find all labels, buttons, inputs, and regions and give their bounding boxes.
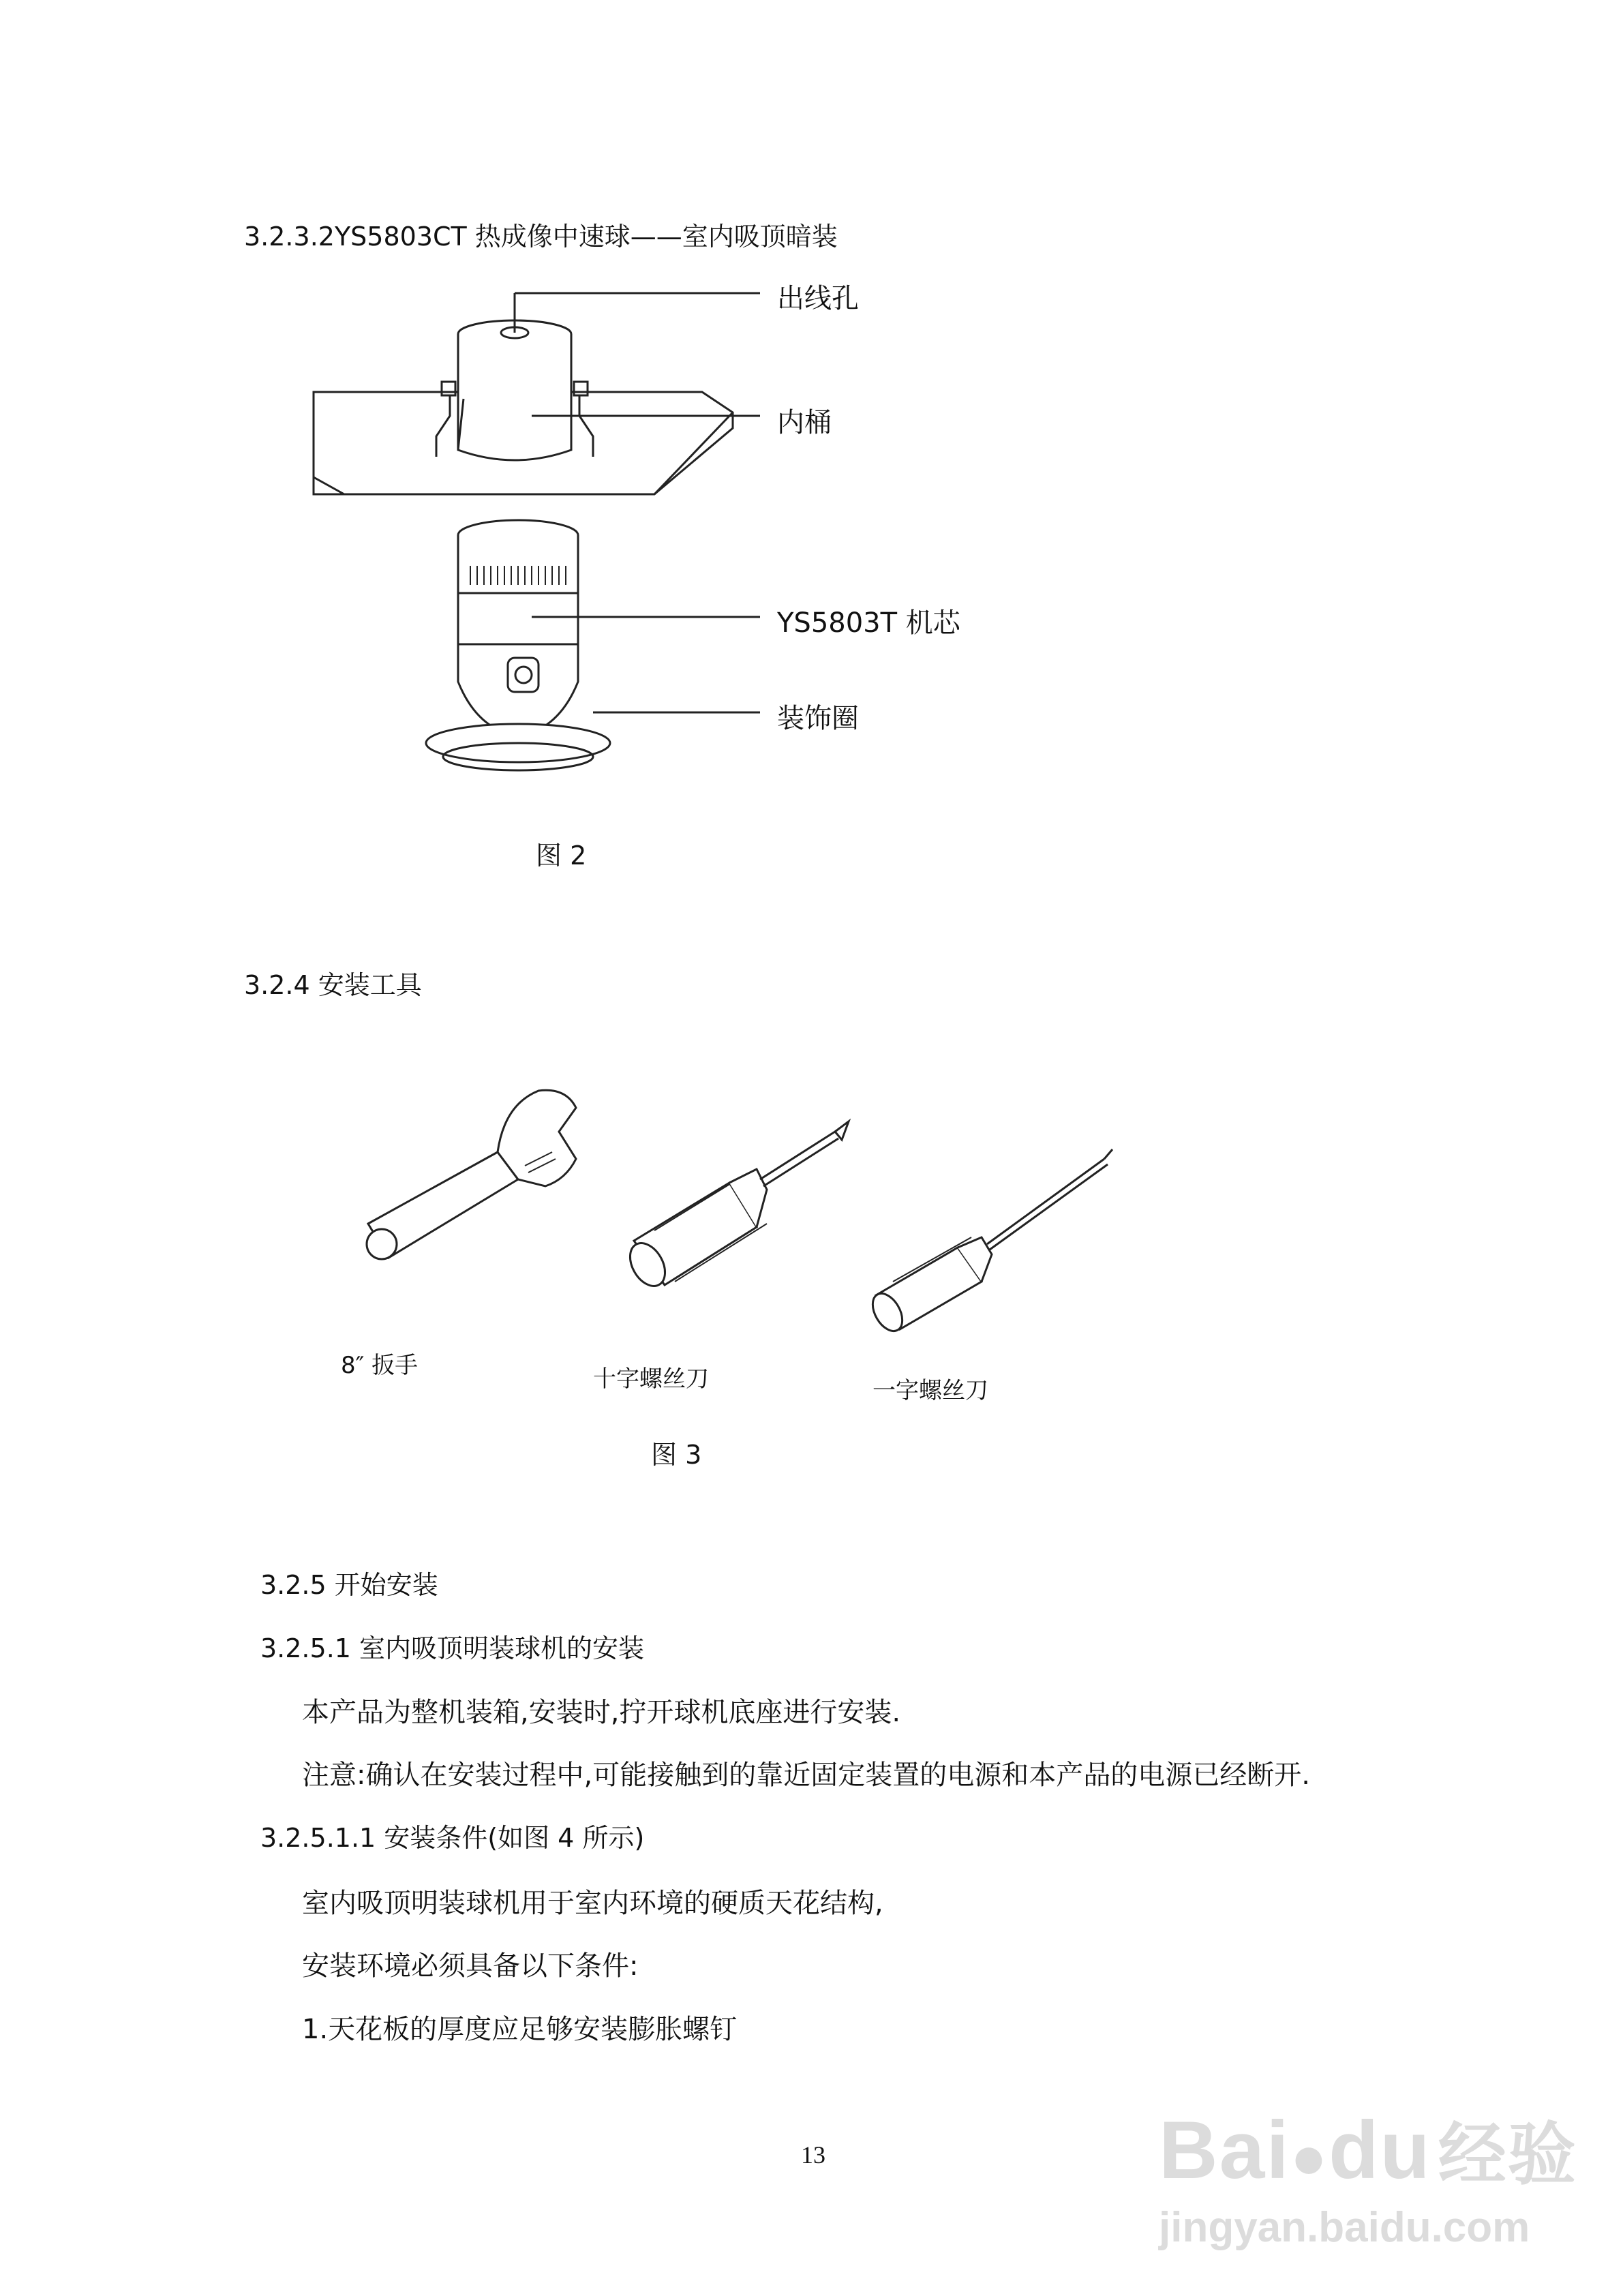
tool-label-phillips: 十字螺丝刀 <box>593 1365 709 1393</box>
section-heading-3-2-3-2: 3.2.3.2YS5803CT 热成像中速球——室内吸顶暗装 <box>244 222 838 252</box>
figure-2-caption: 图 2 <box>536 841 587 871</box>
paragraph-notice: 注意:确认在安装过程中,可能接触到的靠近固定装置的电源和本产品的电源已经断开. <box>302 1759 1310 1791</box>
label-outlet-hole: 出线孔 <box>777 283 859 314</box>
paragraph-packing: 本产品为整机装箱,安装时,拧开球机底座进行安装. <box>302 1697 901 1728</box>
list-item-1: 1.天花板的厚度应足够安装膨胀螺钉 <box>302 2014 738 2045</box>
label-camera-core: YS5803T 机芯 <box>777 607 960 639</box>
section-heading-3-2-5-1: 3.2.5.1 室内吸顶明装球机的安装 <box>260 1633 645 1663</box>
watermark-brand-2: du <box>1329 2104 1431 2196</box>
tool-label-wrench: 8″ 扳手 <box>341 1352 419 1379</box>
watermark-logo <box>1159 2100 1577 2198</box>
page-number: 13 <box>801 2141 825 2169</box>
label-trim-ring: 装饰圈 <box>777 703 859 734</box>
watermark-url: jingyan.baidu.com <box>1159 2204 1530 2251</box>
phillips-screwdriver-icon <box>623 1121 849 1292</box>
section-heading-3-2-4: 3.2.4 安装工具 <box>244 970 422 1000</box>
section-heading-3-2-5: 3.2.5 开始安装 <box>260 1570 438 1600</box>
paragraph-conditions: 安装环境必须具备以下条件: <box>302 1950 639 1982</box>
figure-3-caption: 图 3 <box>651 1440 702 1470</box>
flat-screwdriver-icon <box>866 1149 1112 1336</box>
paragraph-environment: 室内吸顶明装球机用于室内环境的硬质天花结构, <box>302 1888 883 1919</box>
watermark-cn: 经验 <box>1438 2117 1577 2193</box>
label-inner-bucket: 内桶 <box>777 407 832 438</box>
section-heading-3-2-5-1-1: 3.2.5.1.1 安装条件(如图 4 所示) <box>260 1823 645 1853</box>
tool-label-flat: 一字螺丝刀 <box>873 1377 988 1404</box>
paw-icon: ● <box>1290 2124 1329 2192</box>
watermark-brand: Bai <box>1159 2104 1290 2196</box>
wrench-icon <box>367 1090 576 1259</box>
